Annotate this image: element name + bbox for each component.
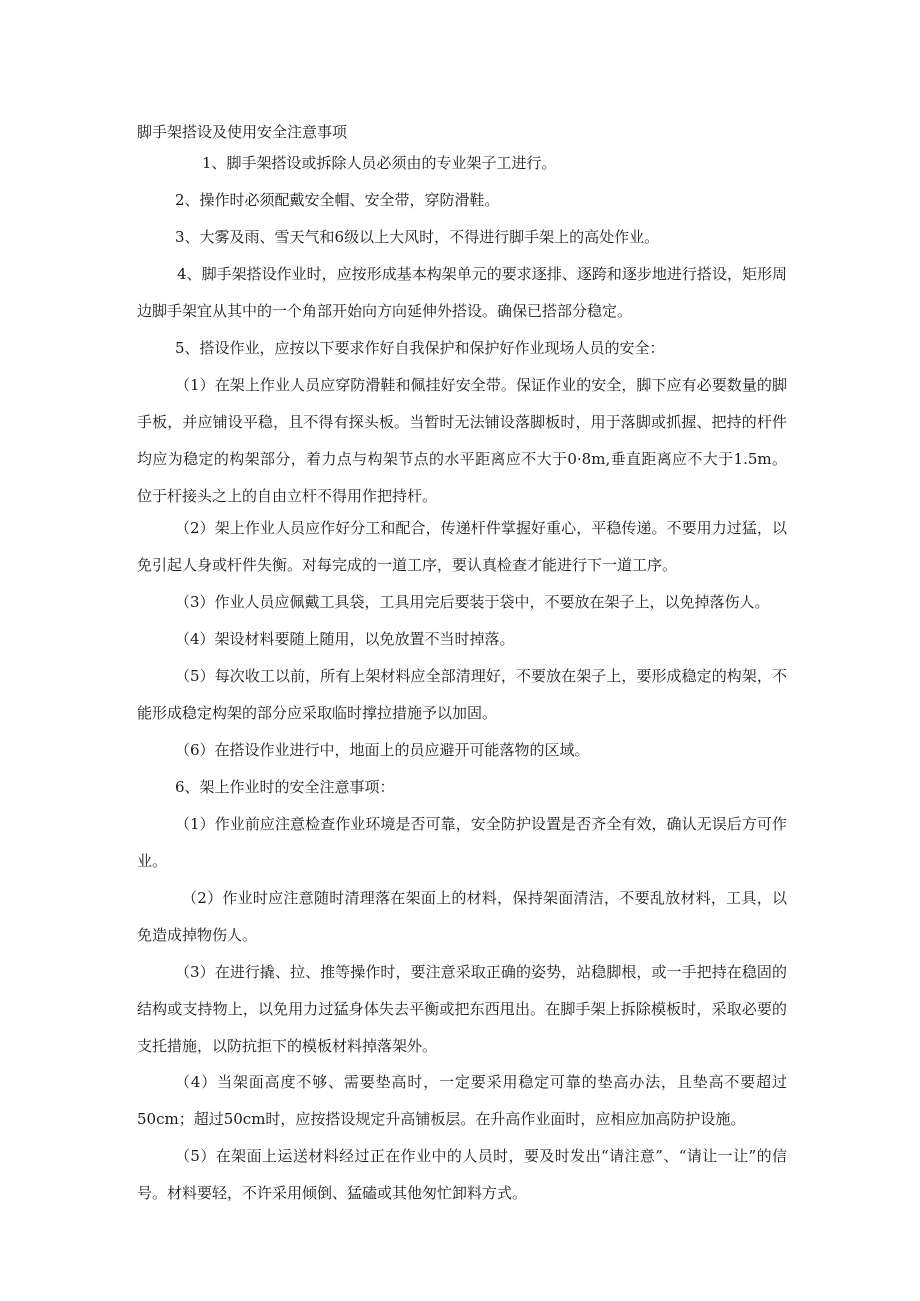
paragraph-item-1: 1、脚手架搭设或拆除人员必须由的专业架子工进行。 <box>202 154 557 172</box>
paragraph-item-5-4: （4）架设材料要随上随用，以免放置不当时掉落。 <box>175 630 515 648</box>
paragraph-item-5: 5、搭设作业，应按以下要求作好自我保护和保护好作业现场人员的安全： <box>175 339 665 357</box>
paragraph-item-5-5: （5）每次收工以前，所有上架材料应全部清理好，不要放在架子上，要形成稳定的构架，不能形成稳定构架的部分应采取临时撑拉措施予以加固。 <box>137 667 787 722</box>
paragraph-item-5-3: （3）作业人员应佩戴工具袋，工具用完后要装于袋中，不要放在架子上，以免掉落伤人。 <box>175 593 770 611</box>
paragraph-item-6: 6、架上作业时的安全注意事项： <box>175 778 395 796</box>
paragraph-item-6-3: （3）在进行撬、拉、推等操作时，要注意采取正确的姿势，站稳脚根，或一手把持在稳固的结构或支持物上，以免用力过猛身体失去平衡或把东西甩出。在脚手架上拆除模板时，采取必要的支托措施，以防抗拒下的模板材料掉落架外。 <box>137 963 787 1055</box>
paragraph-item-5-2: （2）架上作业人员应作好分工和配合，传递杆件掌握好重心，平稳传递。不要用力过猛，以免引起人身或杆件失衡。对每完成的一道工序，要认真检查才能进行下一道工序。 <box>137 519 787 574</box>
paragraph-item-2: 2、操作时必须配戴安全帽、安全带，穿防滑鞋。 <box>175 191 500 209</box>
paragraph-item-6-4: （4）当架面高度不够、需要垫高时，一定要采用稳定可靠的垫高办法，且垫高不要超过50cm；超过50cm时，应按搭设规定升高铺板层。在升高作业面时，应相应加高防护设施。 <box>137 1073 787 1128</box>
document-title: 脚手架搭设及使用安全注意事项 <box>137 123 348 141</box>
paragraph-item-5-1: （1）在架上作业人员应穿防滑鞋和佩挂好安全带。保证作业的安全，脚下应有必要数量的脚手板，并应铺设平稳，且不得有探头板。当暂时无法铺设落脚板时，用于落脚或抓握、把持的杆件均应为稳定的构架部分，着力点与构架节点的水平距离应不大于0·8m,垂直距离应不大于1.5m。位于杆接头之上的自由立杆不得用作把持杆。 <box>137 376 787 505</box>
paragraph-item-3: 3、大雾及雨、雪天气和6级以上大风时，不得进行脚手架上的高处作业。 <box>175 228 660 246</box>
paragraph-item-4: 4、脚手架搭设作业时，应按形成基本构架单元的要求逐排、逐跨和逐步地进行搭设，矩形周边脚手架宜从其中的一个角部开始向方向延伸外搭设。确保已搭部分稳定。 <box>137 265 787 320</box>
paragraph-item-5-6: （6）在搭设作业进行中，地面上的员应避开可能落物的区域。 <box>175 741 590 759</box>
paragraph-item-6-2: （2）作业时应注意随时清理落在架面上的材料，保持架面清洁，不要乱放材料，工具，以免造成掉物伤人。 <box>137 889 787 944</box>
paragraph-item-6-5: （5）在架面上运送材料经过正在作业中的人员时，要及时发出“请注意”、“请让一让”的信号。材料要轻，不许采用倾倒、猛磕或其他匆忙卸料方式。 <box>137 1147 787 1202</box>
paragraph-item-6-1: （1）作业前应注意检查作业环境是否可靠，安全防护设置是否齐全有效，确认无误后方可作业。 <box>137 815 787 870</box>
